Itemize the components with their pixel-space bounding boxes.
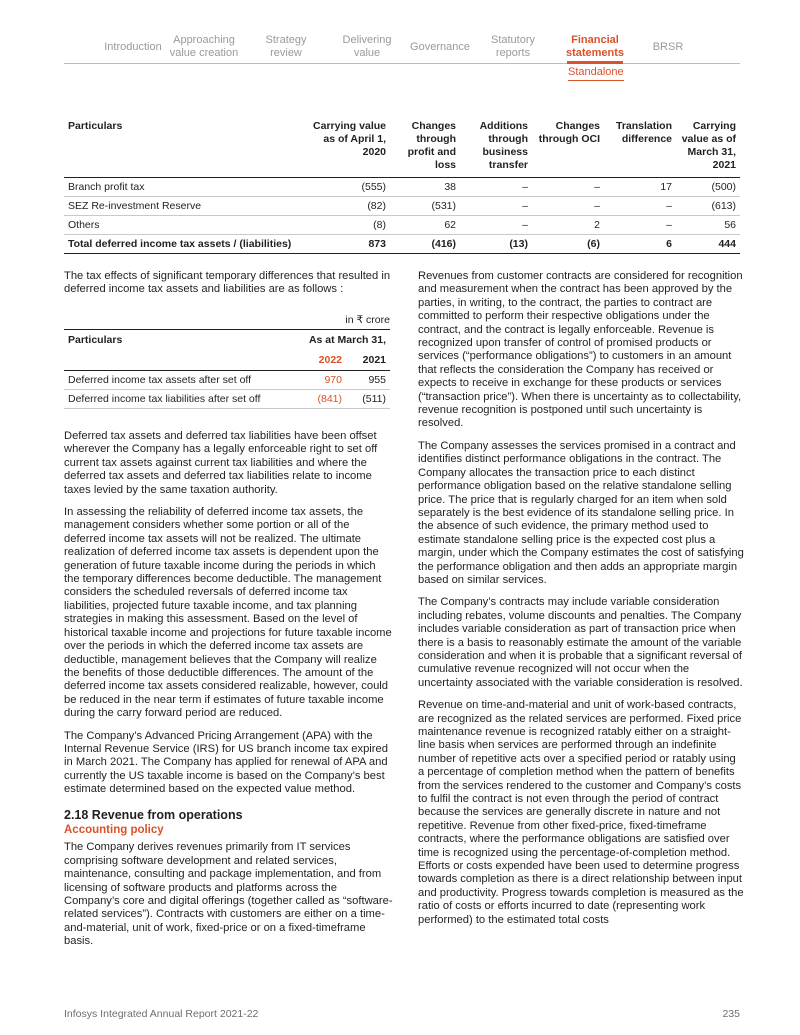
nav-item-strategy-review[interactable]: Strategy review xyxy=(265,34,307,59)
left-column-body xyxy=(64,430,394,958)
table-cell: – xyxy=(604,197,676,216)
table-year-row xyxy=(64,350,390,371)
column-header: Carrying value as of April 1, 2020 xyxy=(298,117,390,178)
nav-item-introduction[interactable]: Introduction xyxy=(104,41,162,53)
paragraph: The Company’s contracts may include variable consideration including rebates, volume discounts and penalties. The Company includes variable consideration as part of transaction price when there is a basis to reasonably estimate the amount of the variable consideration and when it is probable that a significant reversal of cumulative revenue recognized will not occur when the uncertainty associated with the variable consideration is resolved. xyxy=(418,596,743,689)
row-label: Others xyxy=(64,216,298,235)
table-cell: (82) xyxy=(298,197,390,216)
table-cell: (13) xyxy=(460,235,532,254)
paragraph: Revenues from customer contracts are considered for recognition and measurement when the contract has been approved by the parties, in writing, to the contract, the parties to contract are committed to perform their respective obligations under the contract, and the contract is legally enforceable. Revenue is recognized upon transfer of control of promised products or services (“performance obligations”) to customers in an amount that reflects the consideration the Company has received or expects to receive in exchange for these products or services (“transaction price”). When there is uncertainty as to collectability, revenue recognition is postponed until such uncertainty is resolved. xyxy=(418,270,743,430)
left-column-intro xyxy=(64,270,394,306)
nav-item-delivering-value[interactable]: Delivering value xyxy=(342,34,392,59)
nav-item-approaching-value-creation[interactable]: Approaching value creation xyxy=(169,34,239,59)
column-header: Particulars xyxy=(68,334,123,346)
column-header: Carrying value as of March 31, 2021 xyxy=(676,117,740,178)
report-title: Infosys Integrated Annual Report 2021-22 xyxy=(64,1008,259,1020)
table-cell: (6) xyxy=(532,235,604,254)
table-cell: (500) xyxy=(676,178,740,197)
nav-item-brsr[interactable]: BRSR xyxy=(652,41,684,53)
table-row xyxy=(64,216,740,235)
table-cell: (416) xyxy=(390,235,460,254)
policy-heading: Accounting policy xyxy=(64,823,164,836)
nav-item-statutory-reports[interactable]: Statutory reports xyxy=(490,34,536,59)
table-cell: 62 xyxy=(390,216,460,235)
column-header: Particulars xyxy=(64,117,298,178)
column-header: Changes through OCI xyxy=(532,117,604,178)
row-label: Deferred income tax assets after set off xyxy=(64,371,290,390)
table-row xyxy=(64,197,740,216)
paragraph: In assessing the reliability of deferred income tax assets, the management considers whether some portion or all of the deferred income tax assets will not be realized. The ultimate realization of deferred income tax assets is dependent upon the generation of future taxable income during the periods in which the temporary differences become deductible. The management considers the scheduled reversals of deferred income tax liabilities, projected future taxable income, and tax planning strategies in making this assessment. Based on the level of historical taxable income and projections for future taxable income over the periods in which the deferred income tax assets are deductible, management believes that the Company will realize the benefits of those deductible differences. The amount of the deferred income tax assets considered realizable, however, could be reduced in the near term if estimates of future taxable income during the carry forward period are reduced. xyxy=(64,506,392,720)
nav-subsection-standalone[interactable]: Standalone xyxy=(568,66,624,81)
table-cell: 970 xyxy=(290,371,346,390)
table-cell: – xyxy=(604,216,676,235)
table-cell: – xyxy=(460,216,532,235)
empty-header-cell xyxy=(64,350,290,371)
column-header: Additions through business transfer xyxy=(460,117,532,178)
top-navigation xyxy=(64,34,740,82)
page-number: 235 xyxy=(722,1008,740,1020)
table-cell: – xyxy=(532,197,604,216)
table-cell: – xyxy=(460,178,532,197)
nav-active-indicator xyxy=(567,61,623,64)
deferred-tax-movement-table xyxy=(64,117,740,254)
right-column-body xyxy=(418,270,744,936)
table-cell: 444 xyxy=(676,235,740,254)
paragraph: The Company’s Advanced Pricing Arrangement (APA) with the Internal Revenue Service (IRS) for US branch income tax expired in March 2021. The Company has applied for renewal of APA and currently the US taxable income is based on the Company’s best estimate determined based on the expected value method. xyxy=(64,729,388,796)
section-heading: 2.18 Revenue from operations xyxy=(64,807,243,822)
nav-item-financial-statements[interactable]: Financial statements xyxy=(565,34,625,59)
table-cell: – xyxy=(532,178,604,197)
table-row xyxy=(64,371,390,390)
row-label: Branch profit tax xyxy=(64,178,298,197)
table-total-row xyxy=(64,235,740,254)
unit-label: in ₹ crore xyxy=(345,314,390,326)
row-label: Total deferred income tax assets / (liabilities) xyxy=(64,235,298,254)
paragraph: Deferred tax assets and deferred tax liabilities have been offset wherever the Company has a legally enforceable right to set off current tax assets against current tax liabilities and where the deferred tax assets and deferred tax liabilities relate to income taxes levied by the same taxation authority. xyxy=(64,430,378,496)
row-label: SEZ Re-investment Reserve xyxy=(64,197,298,216)
column-header: Changes through profit and loss xyxy=(390,117,460,178)
table-row xyxy=(64,390,390,409)
row-label: Deferred income tax liabilities after set off xyxy=(64,390,290,409)
table-cell: (613) xyxy=(676,197,740,216)
table-header-row xyxy=(64,330,390,351)
table-cell: 17 xyxy=(604,178,676,197)
table-cell: (555) xyxy=(298,178,390,197)
paragraph: Revenue on time-and-material and unit of work-based contracts, are recognized as the related services are performed. Fixed price maintenance revenue is recognized ratably either on a straight-line basis when services are performed through an indefinite number of repetitive acts over a specified period or ratably using a percentage of completion method when the pattern of benefits from the services rendered to the customer and Company’s costs to fulfil the contract is not even through the period of contract because the services are generally discrete in nature and not repetitive. Revenue from other fixed-price, fixed-timeframe contracts, where the performance obligations are satisfied over time is recognized using the percentage-of-completion method. Efforts or costs expended have been used to determine progress towards completion as there is a direct relationship between input and productivity. Progress towards completion is measured as the ratio of costs or efforts incurred to date (representing work performed) to the estimated total costs xyxy=(418,699,744,926)
set-off-table xyxy=(64,329,390,409)
table-cell: (841) xyxy=(290,390,346,409)
table-cell: 38 xyxy=(390,178,460,197)
table-header-row xyxy=(64,117,740,178)
page-footer xyxy=(64,1008,740,1020)
column-header: As at March 31, xyxy=(308,334,386,346)
year-current: 2022 xyxy=(290,350,346,371)
nav-divider xyxy=(64,63,740,64)
table-cell: (511) xyxy=(346,390,390,409)
paragraph: The Company assesses the services promised in a contract and identifies distinct performance obligations in the contract. The Company allocates the transaction price to each distinct performance obligation based on the relative standalone selling price. The price that is regularly charged for an item when sold separately is the best evidence of its standalone selling price. In the absence of such evidence, the primary method used to estimate standalone selling price is the expected cost plus a margin, under which the Company estimates the cost of satisfying the performance obligation and then adds an appropriate margin based on similar services. xyxy=(418,439,744,586)
table-cell: 56 xyxy=(676,216,740,235)
nav-item-governance[interactable]: Governance xyxy=(410,41,470,53)
column-header: Translation difference xyxy=(604,117,676,178)
table-cell: (531) xyxy=(390,197,460,216)
year-previous: 2021 xyxy=(346,350,390,371)
table-cell: – xyxy=(460,197,532,216)
table-cell: 955 xyxy=(346,371,390,390)
table-cell: (8) xyxy=(298,216,390,235)
table-row xyxy=(64,178,740,197)
intro-paragraph: The tax effects of significant temporary differences that resulted in deferred income tax assets and liabilities are as follows : xyxy=(64,270,391,296)
table-cell: 873 xyxy=(298,235,390,254)
table-cell: 2 xyxy=(532,216,604,235)
paragraph: The Company derives revenues primarily from IT services comprising software development and related services, maintenance, consulting and package implementation, and from licensing of software products and platforms across the Company’s core and digital offerings (together called as “software-related services”). Contracts with customers are either on a time-and-material, unit of work, fixed-price or on a fixed-timeframe basis. xyxy=(64,841,393,948)
table-cell: 6 xyxy=(604,235,676,254)
